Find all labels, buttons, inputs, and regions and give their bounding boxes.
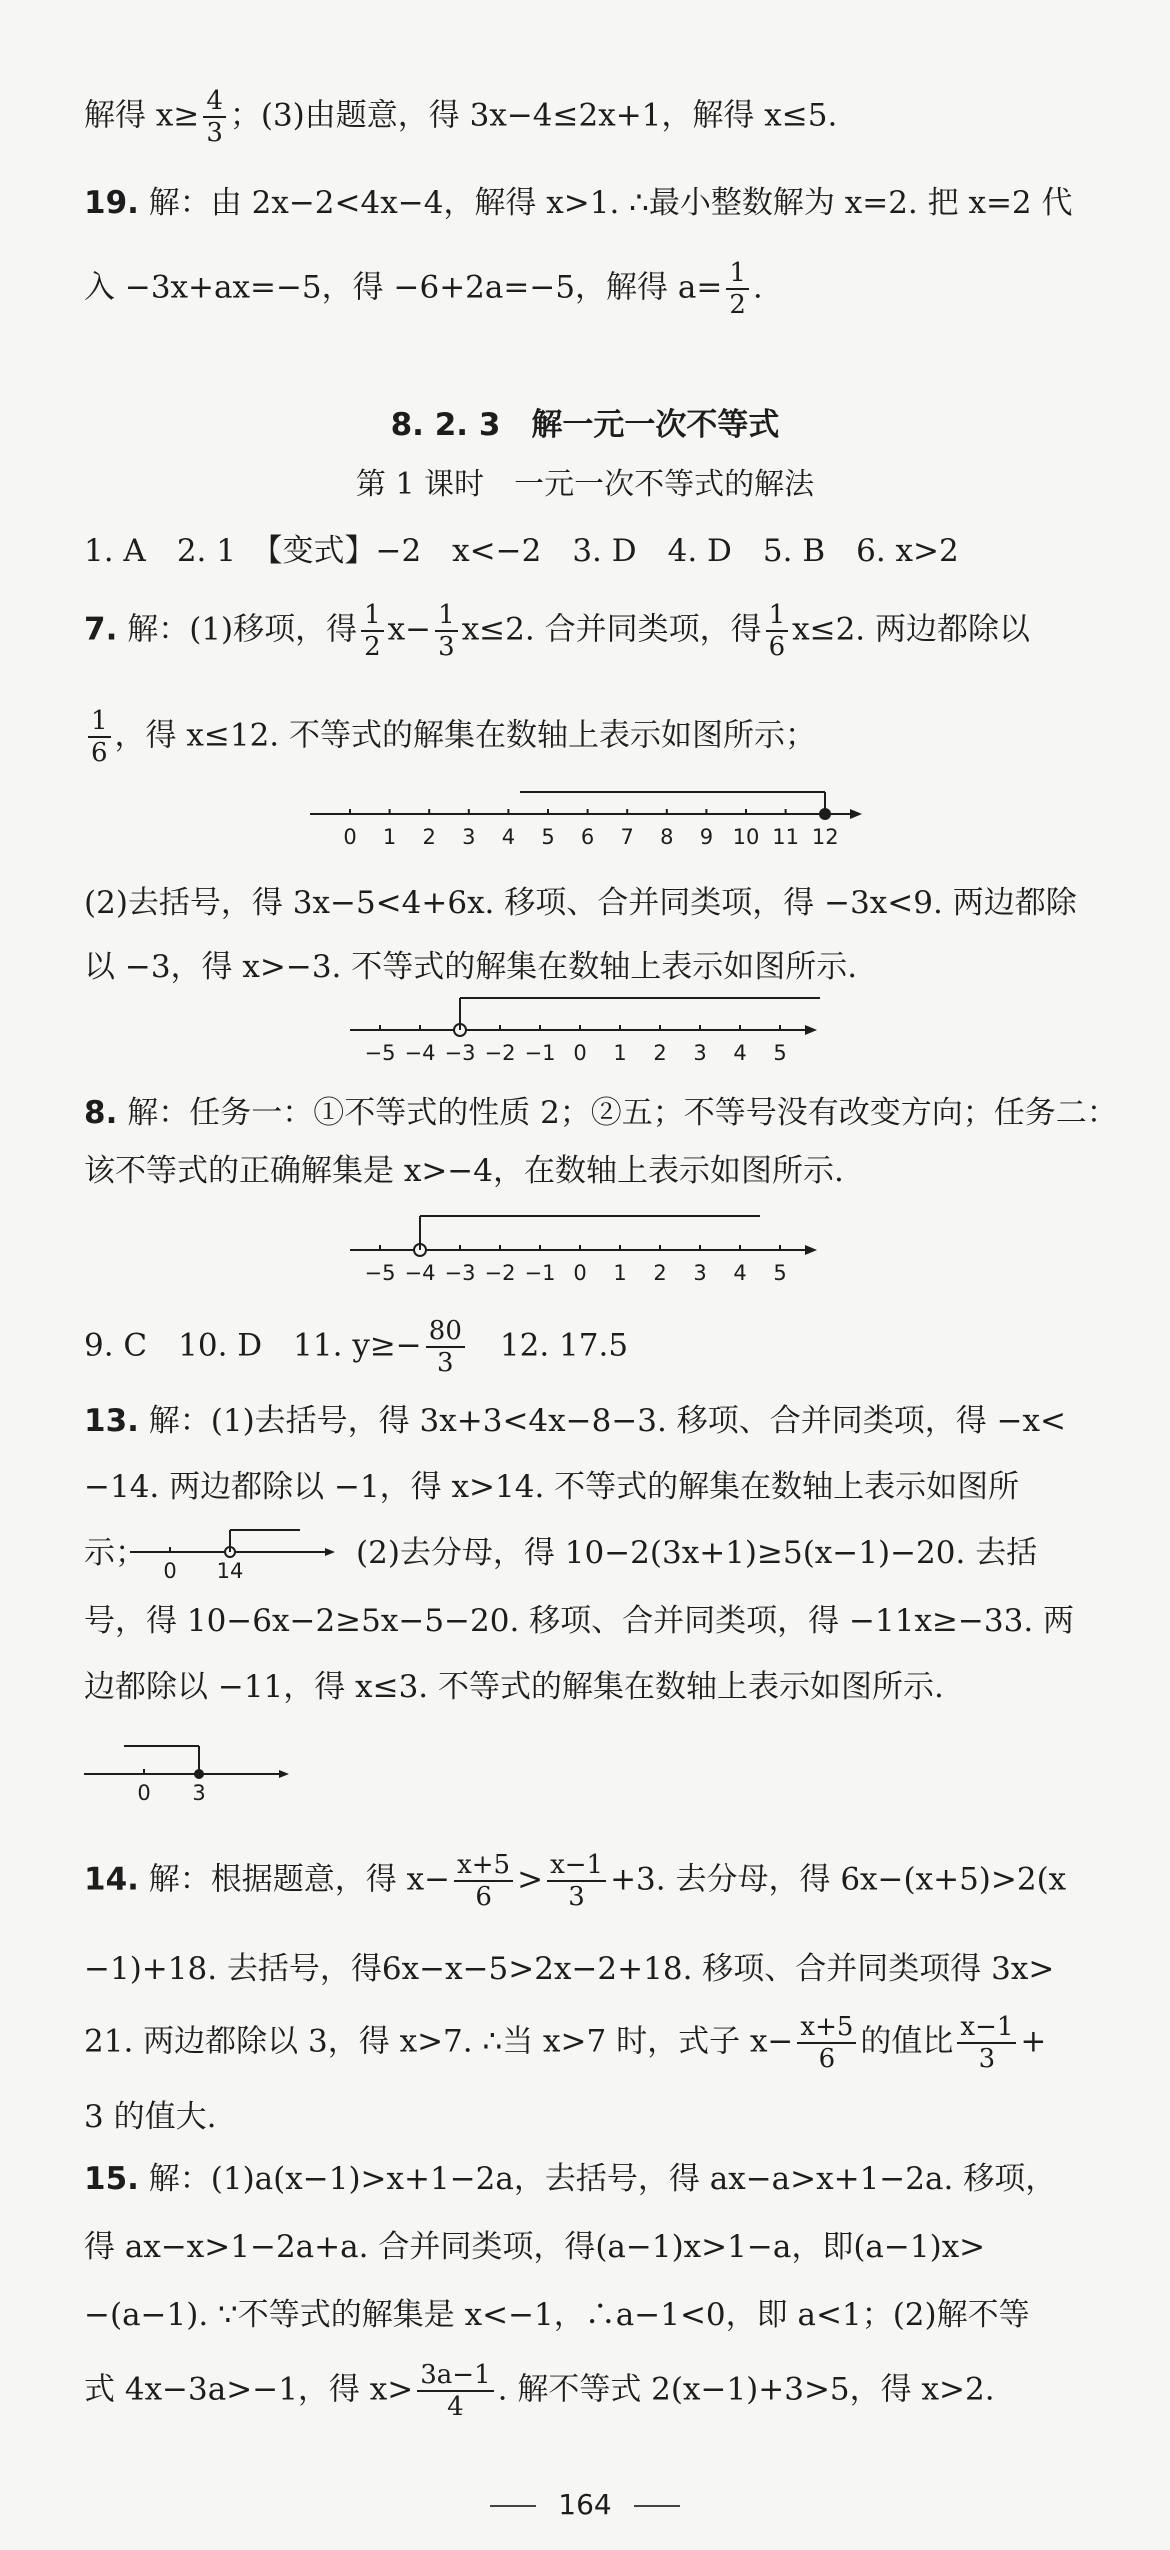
text-line: 8. 解：任务一：①不等式的性质 2；②五；不等号没有改变方向；任务二： [84, 1095, 1118, 1131]
tick-label: 6 [580, 825, 595, 849]
tick-label: 1 [613, 1261, 627, 1285]
fraction: $\frac{x+5}{6}$ [797, 2012, 856, 2074]
fraction: $\frac{4}{3}$ [203, 86, 226, 148]
text-line: $\frac{1}{6}$ ，得 x≤12. 不等式的解集在数轴上表示如图所示； [84, 706, 1130, 768]
tick-label: 0 [343, 825, 357, 849]
text-line: 号，得 10−6x−2≥5x−5−20. 移项、合并同类项，得 −11x≥−33. 两 [84, 1603, 1075, 1639]
fraction: $\frac{1}{2}$ [726, 258, 749, 320]
tick-label: 3 [693, 1041, 707, 1065]
tick-label: 3 [462, 825, 476, 849]
tick-label: 7 [620, 825, 634, 849]
text-line: 该不等式的正确解集是 x>−4，在数轴上表示如图所示. [84, 1153, 844, 1189]
tick-label: −2 [484, 1041, 516, 1065]
text-line: 1. A 2. 1 【变式】−2 x<−2 3. D 4. D 5. B 6. x>2 [84, 533, 959, 569]
tick-label: −2 [484, 1261, 516, 1285]
tick-label: 11 [772, 825, 799, 849]
tick-label: −1 [524, 1261, 556, 1285]
tick-label: 5 [773, 1261, 787, 1285]
fraction: $\frac{x-1}{3}$ [547, 1850, 606, 1912]
text-line: 7. 解：(1)移项，得 $\frac{1}{2}$ x− $\frac{1}{3}$ x≤2. 合并同类项，得 $\frac{1}{6}$ x≤2. 两边都除以 [84, 600, 1031, 662]
number-line-3 [350, 1210, 830, 1290]
text-line: 9. C 10. D 11. y≥− $\frac{80}{3}$ 12. 17.5 [84, 1316, 629, 1378]
text-line: 以 −3，得 x>−3. 不等式的解集在数轴上表示如图所示. [84, 949, 858, 985]
text-line: 入 −3x+ax=−5，得 −6+2a=−5，解得 a= $\frac{1}{2}$ . [84, 258, 763, 320]
tick-label: 14 [216, 1559, 244, 1583]
tick-label: −5 [364, 1041, 396, 1065]
tick-label: 0 [573, 1261, 587, 1285]
tick-label: 3 [192, 1781, 206, 1805]
number-line-2 [350, 990, 830, 1070]
tick-label: −3 [444, 1041, 476, 1065]
text-line: 得 ax−x>1−2a+a. 合并同类项，得(a−1)x>1−a，即(a−1)x> [84, 2229, 986, 2265]
fraction: $\frac{x-1}{3}$ [957, 2012, 1016, 2074]
tick-label: 2 [422, 825, 436, 849]
tick-label: 2 [653, 1261, 667, 1285]
tick-label: 4 [733, 1041, 747, 1065]
tick-label: 1 [613, 1041, 627, 1065]
divider [490, 2505, 536, 2507]
fraction: $\frac{1}{6}$ [88, 706, 111, 768]
tick-label: 2 [653, 1041, 667, 1065]
tick-label: 8 [660, 825, 674, 849]
tick-label: 0 [163, 1559, 177, 1583]
number-line-1 [310, 772, 870, 852]
tick-label: 5 [541, 825, 555, 849]
tick-label: 10 [732, 825, 760, 849]
tick-label: 5 [773, 1041, 787, 1065]
tick-label: −3 [444, 1261, 476, 1285]
number-line-5 [84, 1736, 304, 1806]
text-line: 13. 解：(1)去括号，得 3x+3<4x−8−3. 移项、合并同类项，得 −x< [84, 1403, 1067, 1439]
text-line: −14. 两边都除以 −1，得 x>14. 不等式的解集在数轴上表示如图所 [84, 1469, 1020, 1505]
text-line: 14. 解：根据题意，得 x− $\frac{x+5}{6}$ > $\frac{x-1}{3}$ +3. 去分母，得 6x−(x+5)>2(x [84, 1850, 1067, 1912]
fraction: $\frac{x+5}{6}$ [454, 1850, 513, 1912]
fraction: $\frac{1}{3}$ [435, 600, 458, 662]
tick-label: −4 [404, 1261, 436, 1285]
tick-label: 9 [699, 825, 714, 849]
tick-label: −5 [364, 1261, 396, 1285]
section-title: 8. 2. 3 解一元一次不等式 [390, 407, 780, 443]
tick-label: 4 [733, 1261, 747, 1285]
text-line: 边都除以 −11，得 x≤3. 不等式的解集在数轴上表示如图所示. [84, 1669, 944, 1705]
tick-label: −4 [404, 1041, 436, 1065]
text-line: 解得 x≥ $\frac{4}{3}$ ；(3)由题意，得 3x−4≤2x+1，解得 x≤5. [84, 86, 838, 148]
tick-label: 3 [693, 1261, 707, 1285]
page-number: 164 [0, 2488, 1170, 2521]
fraction: $\frac{1}{2}$ [361, 600, 384, 662]
text-line: 3 的值大. [84, 2099, 217, 2135]
tick-label: 0 [573, 1041, 587, 1065]
tick-label: 12 [811, 825, 839, 849]
text-line: 式 4x−3a>−1，得 x> $\frac{3a-1}{4}$ . 解不等式 2(x−1)+3>5，得 x>2. [84, 2360, 995, 2422]
tick-label: 1 [382, 825, 397, 849]
fraction: $\frac{80}{3}$ [426, 1316, 465, 1378]
subsection-title: 第 1 课时 一元一次不等式的解法 [355, 467, 815, 502]
text-line: 19. 解：由 2x−2<4x−4，解得 x>1. ∴最小整数解为 x=2. 把 x=2 代 [84, 185, 1073, 221]
fraction: $\frac{1}{6}$ [766, 600, 789, 662]
text-line: 15. 解：(1)a(x−1)>x+1−2a，去括号，得 ax−a>x+1−2a. 移项， [84, 2161, 1057, 2197]
tick-label: 0 [137, 1781, 151, 1805]
tick-label: 4 [501, 825, 516, 849]
text-line: (2)去括号，得 3x−5<4+6x. 移项、合并同类项，得 −3x<9. 两边都除 [84, 885, 1077, 921]
text-line: 示； (2)去分母，得 10−2(3x+1)≥5(x−1)−20. 去括 [84, 1535, 1038, 1571]
text-line: −(a−1). ∵不等式的解集是 x<−1，∴a−1<0，即 a<1；(2)解不等 [84, 2297, 1030, 2333]
number-line-4 [130, 1522, 340, 1582]
fraction: $\frac{3a-1}{4}$ [417, 2360, 493, 2422]
divider [634, 2505, 680, 2507]
text-line: −1)+18. 去括号，得6x−x−5>2x−2+18. 移项、合并同类项得 3x> [84, 1951, 1055, 1987]
tick-label: −1 [524, 1041, 556, 1065]
text-line: 21. 两边都除以 3，得 x>7. ∴当 x>7 时，式子 x− $\frac{x+5}{6}$ 的值比 $\frac{x-1}{3}$ + [84, 2012, 1047, 2074]
